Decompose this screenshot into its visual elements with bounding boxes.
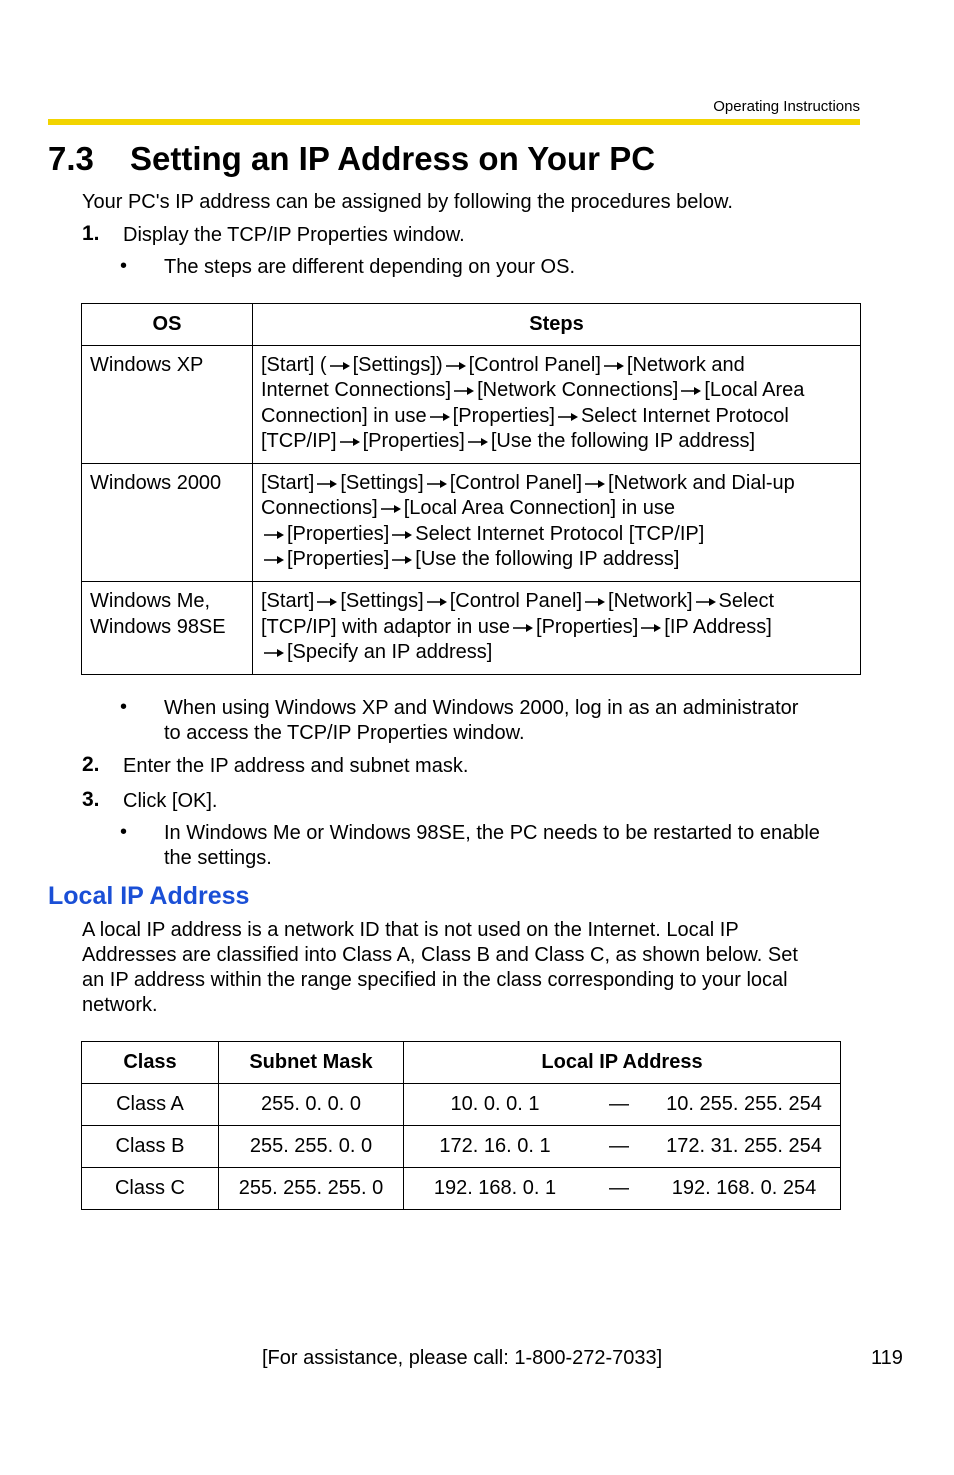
right-arrow-icon	[601, 359, 627, 373]
right-arrow-icon	[424, 595, 450, 609]
step-segment: [Properties]	[287, 548, 390, 571]
right-arrow-icon	[693, 595, 719, 609]
right-arrow-icon	[582, 595, 608, 609]
table-row	[82, 582, 861, 675]
right-arrow-icon	[314, 477, 340, 491]
range-start: 192. 168. 0. 1	[433, 1177, 557, 1199]
step-3-text: Click [OK].	[123, 790, 218, 812]
os-name: Windows XP	[90, 354, 204, 376]
right-arrow-icon	[638, 621, 664, 635]
ip-range-cell	[404, 1084, 841, 1126]
subnet-mask-cell: 255. 0. 0. 0	[219, 1084, 404, 1126]
step-segment: [Settings])	[352, 354, 443, 376]
step-segment: [Control Panel]	[468, 354, 601, 376]
step-segment: [Start]	[261, 472, 315, 495]
admin-note	[164, 696, 798, 746]
os-name: Windows 2000	[90, 472, 222, 495]
step-segment: [Network and	[626, 354, 745, 376]
right-arrow-icon	[337, 435, 363, 449]
ip-range	[404, 1168, 840, 1209]
step-segment: [Use the following IP address]	[415, 548, 680, 571]
steps-cell	[253, 464, 861, 582]
section-title-text: Setting an IP Address on Your PC	[130, 140, 656, 177]
range-dash: —	[609, 1093, 629, 1115]
step-segment: [Control Panel]	[449, 590, 583, 613]
ip-range-cell	[404, 1126, 841, 1168]
os-cell	[82, 582, 253, 675]
right-arrow-icon	[465, 435, 491, 449]
right-arrow-icon	[314, 595, 340, 609]
step-segment: [Start]	[261, 590, 315, 613]
step-segment: [TCP/IP]	[261, 429, 337, 452]
step-segment: [Properties]	[536, 615, 639, 638]
steps-line	[261, 353, 854, 378]
subnet-mask-cell: 255. 255. 255. 0	[219, 1168, 404, 1210]
right-arrow-icon	[261, 646, 287, 660]
steps-line	[261, 522, 854, 547]
step-3-bullet-line: the settings.	[164, 847, 272, 869]
bullet-icon: •	[120, 821, 128, 843]
class-cell: Class C	[82, 1168, 219, 1210]
step-1-text: Display the TCP/IP Properties window.	[123, 224, 465, 246]
step-segment: [Start] (	[261, 354, 327, 376]
range-dash: —	[609, 1177, 629, 1199]
right-arrow-icon	[555, 410, 581, 424]
step-segment: Connections]	[261, 497, 378, 520]
right-arrow-icon	[261, 528, 287, 542]
class-cell: Class A	[82, 1084, 219, 1126]
intro-text: Your PC's IP address can be assigned by following the procedures below.	[82, 191, 733, 213]
right-arrow-icon	[389, 553, 415, 567]
table-row	[82, 1126, 841, 1168]
local-ip-paragraph	[82, 918, 798, 1018]
right-arrow-icon	[678, 384, 704, 398]
ip-range	[404, 1084, 840, 1125]
step-segment: [Settings]	[340, 472, 424, 495]
bullet-icon: •	[120, 255, 128, 277]
os-cell	[82, 346, 253, 464]
right-arrow-icon	[582, 477, 608, 491]
step-segment: [Settings]	[340, 590, 424, 613]
right-arrow-icon	[378, 502, 404, 516]
os-name: Windows 98SE	[90, 615, 226, 638]
step-segment: [TCP/IP] with adaptor in use	[261, 615, 511, 638]
steps-line	[261, 589, 854, 614]
column-header-subnet-mask: Subnet Mask	[219, 1042, 404, 1084]
table-row	[82, 464, 861, 582]
footer-assistance: [For assistance, please call: 1-800-272-7033]	[262, 1347, 663, 1369]
paragraph-line: network.	[82, 994, 158, 1016]
step-segment: Select Internet Protocol [TCP/IP]	[415, 522, 705, 545]
bullet-icon: •	[120, 696, 128, 718]
paragraph-line: Addresses are classified into Class A, Class B and Class C, as shown below. Set	[82, 944, 798, 966]
page-number: 119	[871, 1347, 903, 1369]
ip-range	[404, 1126, 840, 1167]
step-2-text: Enter the IP address and subnet mask.	[123, 755, 469, 777]
header-rule	[48, 119, 860, 125]
step-segment: [Network Connections]	[477, 379, 679, 402]
local-ip-table	[81, 1041, 841, 1210]
step-segment: [Properties]	[287, 522, 390, 545]
subnet-mask-cell: 255. 255. 0. 0	[219, 1126, 404, 1168]
ip-range-cell	[404, 1168, 841, 1210]
step-3-bullet-line: In Windows Me or Windows 98SE, the PC needs to be restarted to enable	[164, 822, 820, 844]
right-arrow-icon	[261, 553, 287, 567]
table-row	[82, 346, 861, 464]
right-arrow-icon	[510, 621, 536, 635]
range-dash: —	[609, 1135, 629, 1157]
right-arrow-icon	[389, 528, 415, 542]
step-segment: [Use the following IP address]	[490, 429, 756, 452]
table-row	[82, 1084, 841, 1126]
table-row	[82, 1168, 841, 1210]
os-cell	[82, 464, 253, 582]
step-segment: [Network and Dial-up	[608, 472, 795, 495]
step-segment: Select	[718, 590, 775, 613]
admin-note-line: When using Windows XP and Windows 2000, log in as an administrator	[164, 697, 799, 719]
steps-line	[261, 471, 854, 496]
step-3-number: 3.	[82, 788, 100, 811]
range-start: 172. 16. 0. 1	[439, 1135, 551, 1157]
section-title	[48, 140, 655, 178]
step-segment: Connection] in use	[261, 404, 427, 427]
step-segment: [IP Address]	[664, 615, 772, 638]
table-header-row	[82, 1042, 841, 1084]
step-segment: [Properties]	[362, 429, 465, 452]
class-cell: Class B	[82, 1126, 219, 1168]
steps-line	[261, 615, 854, 640]
steps-line	[261, 404, 854, 429]
range-start: 10. 0. 0. 1	[450, 1093, 540, 1115]
steps-line	[261, 429, 854, 454]
right-arrow-icon	[327, 359, 353, 373]
step-segment: [Control Panel]	[449, 472, 583, 495]
section-number: 7.3	[48, 140, 94, 177]
table-header-row	[82, 304, 861, 346]
right-arrow-icon	[427, 410, 453, 424]
step-2-number: 2.	[82, 753, 100, 776]
steps-line	[261, 378, 854, 403]
step-segment: Select Internet Protocol	[580, 404, 789, 427]
steps-line	[261, 640, 854, 665]
step-1-number: 1.	[82, 222, 100, 245]
range-end: 192. 168. 0. 254	[671, 1177, 817, 1199]
os-steps-table	[81, 303, 861, 675]
step-segment: Internet Connections]	[261, 379, 452, 402]
column-header-steps: Steps	[253, 304, 861, 346]
column-header-local-ip: Local IP Address	[404, 1042, 841, 1084]
steps-line	[261, 547, 854, 572]
step-segment: [Local Area	[704, 379, 805, 402]
right-arrow-icon	[424, 477, 450, 491]
column-header-class: Class	[82, 1042, 219, 1084]
steps-line	[261, 496, 854, 521]
range-end: 172. 31. 255. 254	[666, 1135, 822, 1157]
step-segment: [Properties]	[452, 404, 555, 427]
column-header-os: OS	[82, 304, 253, 346]
paragraph-line: A local IP address is a network ID that is not used on the Internet. Local IP	[82, 919, 739, 941]
step-segment: [Specify an IP address]	[287, 640, 493, 663]
steps-cell	[253, 346, 861, 464]
os-name: Windows Me,	[90, 590, 211, 613]
step-segment: [Local Area Connection] in use	[403, 497, 676, 520]
range-end: 10. 255. 255. 254	[666, 1093, 822, 1115]
running-header: Operating Instructions	[713, 98, 860, 115]
local-ip-heading: Local IP Address	[48, 882, 250, 910]
step-1-bullet: The steps are different depending on your OS.	[164, 256, 576, 278]
step-3-bullet	[164, 821, 820, 871]
step-segment: [Network]	[608, 590, 693, 613]
right-arrow-icon	[443, 359, 469, 373]
admin-note-line: to access the TCP/IP Properties window.	[164, 722, 525, 744]
paragraph-line: an IP address within the range specified in the class corresponding to your local	[82, 969, 788, 991]
steps-cell	[253, 582, 861, 675]
right-arrow-icon	[451, 384, 477, 398]
